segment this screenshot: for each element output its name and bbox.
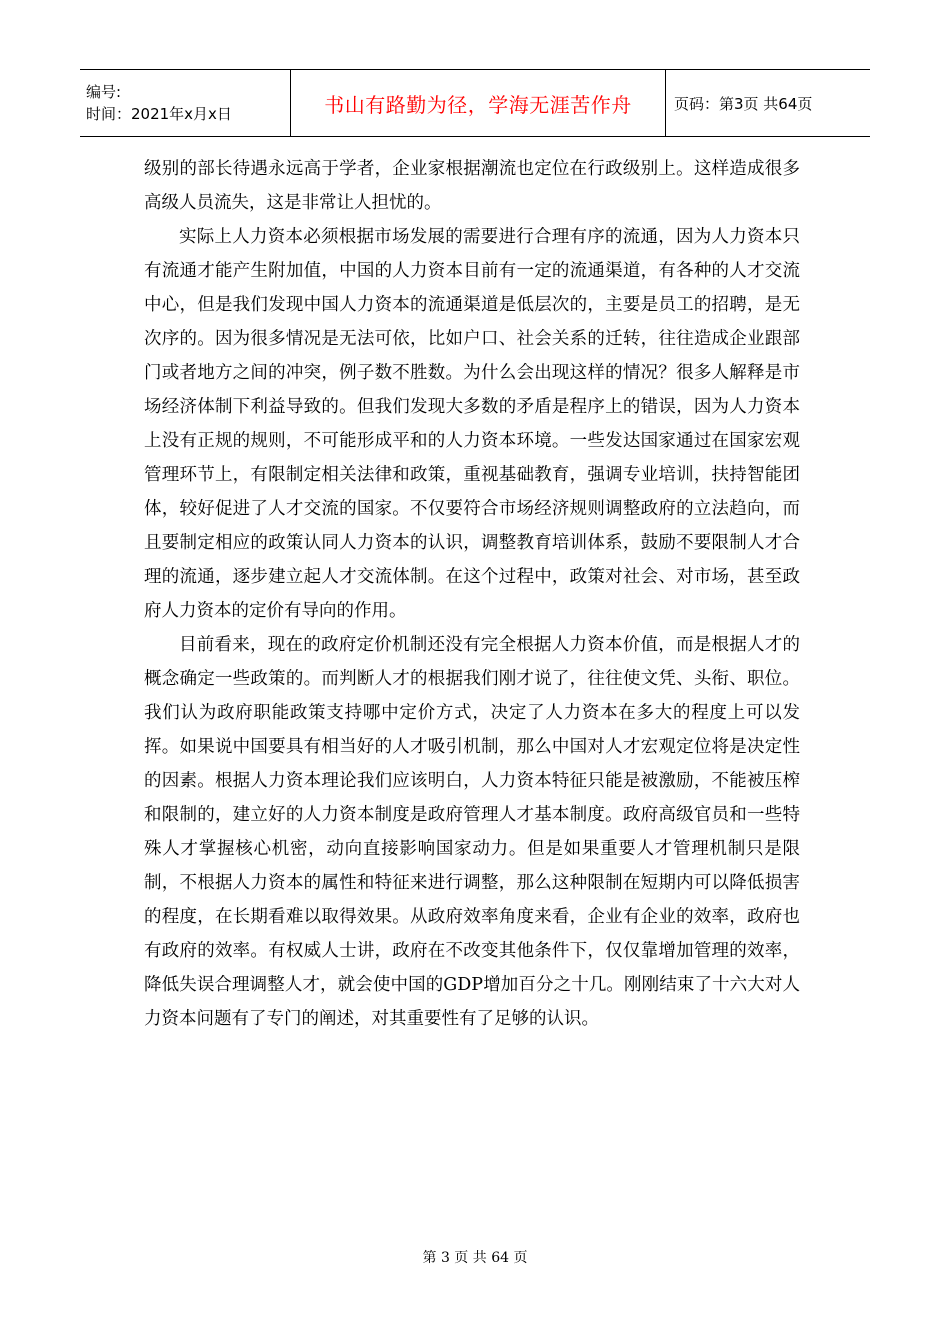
document-date-label: 时间：2021年x月x日: [86, 105, 232, 123]
body-paragraph-3: 目前看来，现在的政府定价机制还没有完全根据人力资本价值，而是根据人才的概念确定一些政策的。而判断人才的根据我们刚才说了，往往使文凭、头衔、职位。我们认为政府职能政策支持哪中定价方式，决定了人力资本在多大的程度上可以发挥。如果说中国要具有相当好的人才吸引机制，那么中国对人才宏观定位将是决定性的因素。根据人力资本理论我们应该明白，人力资本特征只能是被激励，不能被压榨和限制的，建立好的人力资本制度是政府管理人才基本制度。政府高级官员和一些特殊人才掌握核心机密，动向直接影响国家动力。但是如果重要人才管理机制只是限制，不根据人力资本的属性和特征来进行调整，那么这种限制在短期内可以降低损害的程度，在长期看难以取得效果。从政府效率角度来看，企业有企业的效率，政府也有政府的效率。有权威人士讲，政府在不改变其他条件下，仅仅靠增加管理的效率，降低失误合理调整人才，就会使中国的GDP增加百分之十几。刚刚结束了十六大对人力资本问题有了专门的阐述，对其重要性有了足够的认识。: [144, 635, 800, 1029]
header-motto: 书山有路勤为径，学海无涯苦作舟: [291, 70, 666, 137]
header-meta-cell: [80, 70, 291, 137]
body-paragraph-1: 级别的部长待遇永远高于学者，企业家根据潮流也定位在行政级别上。这样造成很多高级人员流失，这是非常让人担忧的。: [144, 159, 800, 213]
document-header: [80, 69, 870, 137]
header-page-code: 页码：第3页 共64页: [666, 70, 871, 137]
document-number-label: 编号:: [86, 83, 122, 101]
body-paragraph-2: 实际上人力资本必须根据市场发展的需要进行合理有序的流通，因为人力资本只有流通才能产生附加值，中国的人力资本目前有一定的流通渠道，有各种的人才交流中心，但是我们发现中国人力资本的流通渠道是低层次的，主要是员工的招聘，是无次序的。因为很多情况是无法可依，比如户口、社会关系的迁转，往往造成企业跟部门或者地方之间的冲突，例子数不胜数。为什么会出现这样的情况？很多人解释是市场经济体制下利益导致的。但我们发现大多数的矛盾是程序上的错误，因为人力资本上没有正规的规则，不可能形成平和的人力资本环境。一些发达国家通过在国家宏观管理环节上，有限制定相关法律和政策，重视基础教育，强调专业培训，扶持智能团体，较好促进了人才交流的国家。不仅要符合市场经济规则调整政府的立法趋向，而且要制定相应的政策认同人力资本的认识，调整教育培训体系，鼓励不要限制人才合理的流通，逐步建立起人才交流体制。在这个过程中，政策对社会、对市场，甚至政府人力资本的定价有导向的作用。: [144, 227, 800, 621]
page-footer: 第 3 页 共 64 页: [422, 1250, 528, 1266]
document-body: [144, 152, 800, 1036]
